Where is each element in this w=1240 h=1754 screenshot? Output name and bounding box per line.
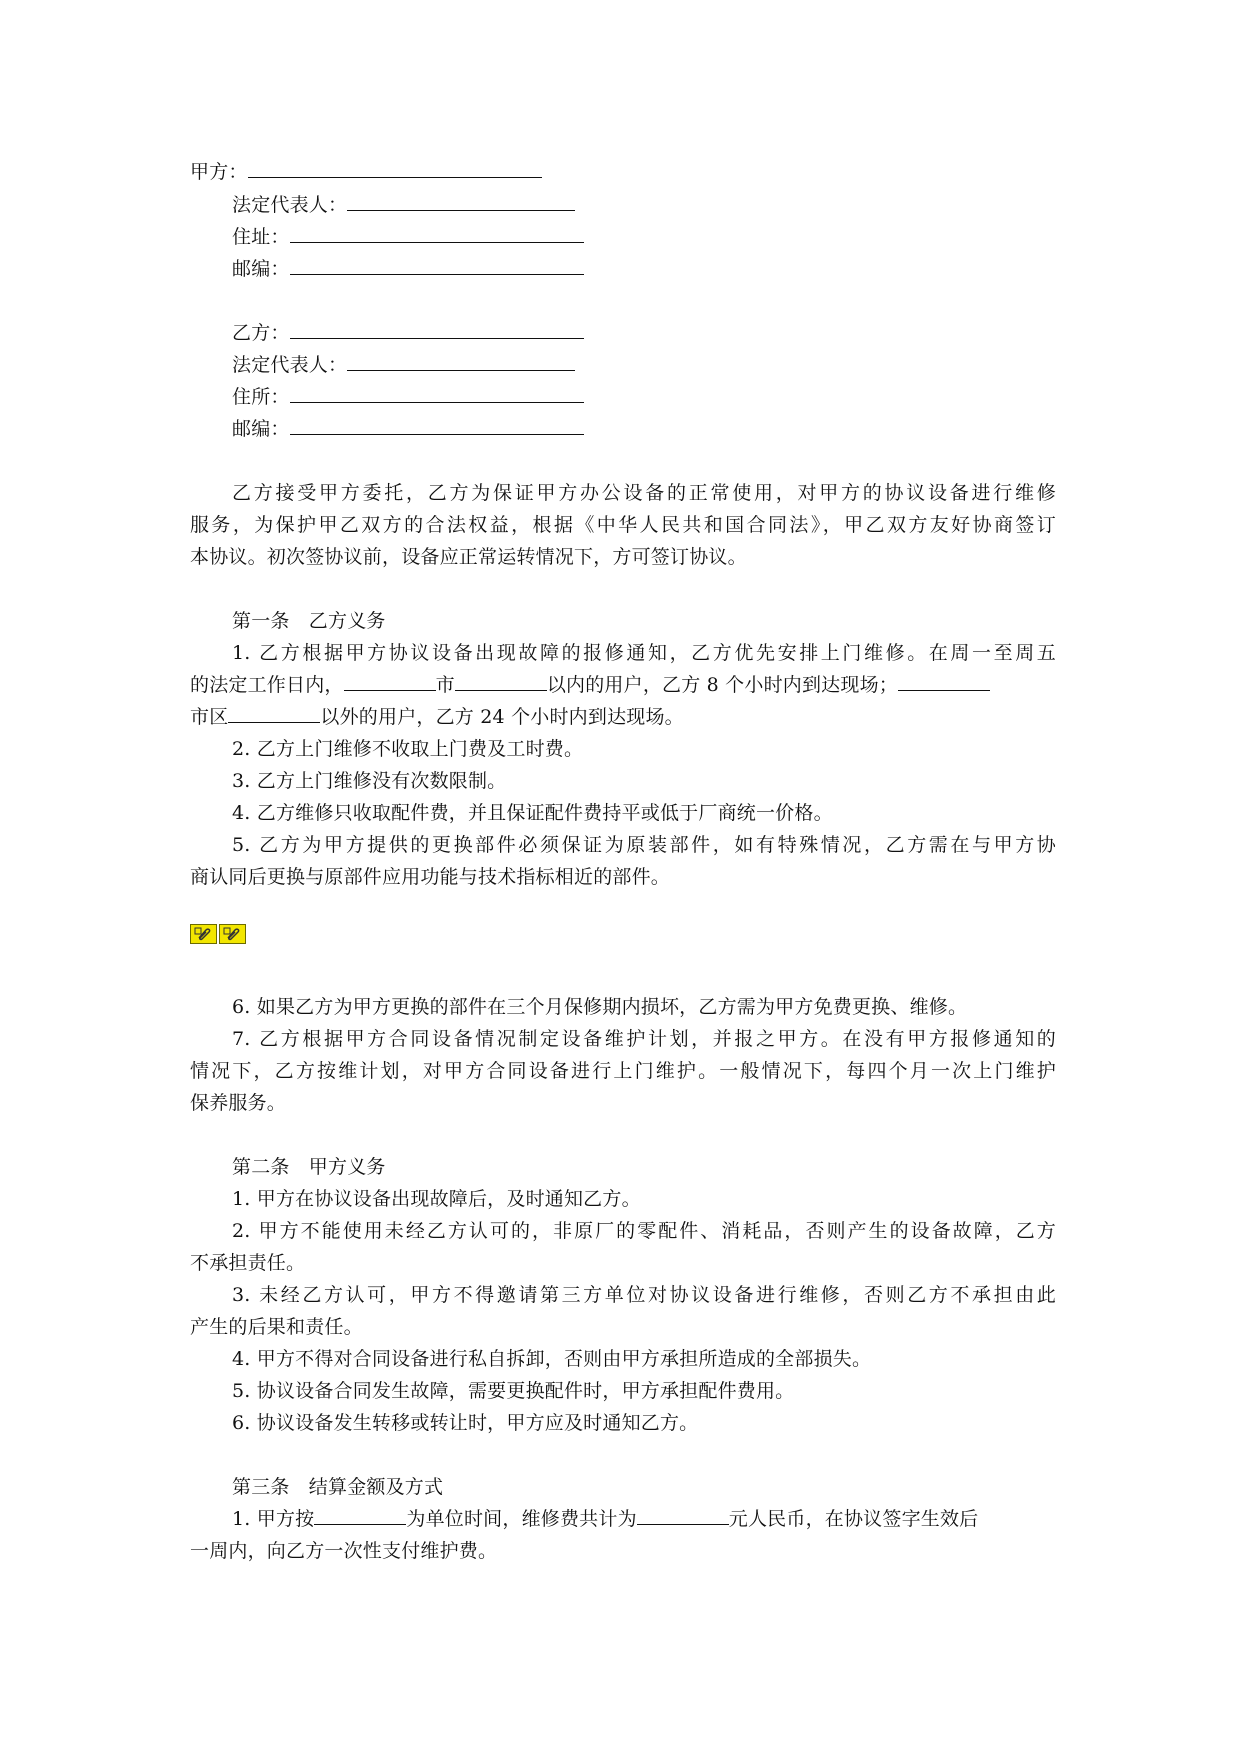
party-a-line — [190, 160, 542, 184]
party-b-line — [232, 321, 584, 345]
article3-item1-line1 — [232, 1507, 978, 1531]
article1-item1-line3 — [190, 705, 684, 729]
article2-item4: 4. 甲方不得对合同设备进行私自拆卸，否则由甲方承担所造成的全部损失。 — [232, 1348, 872, 1370]
party-a-blank[interactable] — [248, 161, 542, 178]
article1-item7-line3: 保养服务。 — [190, 1092, 287, 1114]
time-unit-blank[interactable] — [314, 1508, 406, 1525]
article1-item7-line2: 情况下，乙方按维计划，对甲方合同设备进行上门维护。一般情况下，每四个月一次上门维护 — [190, 1060, 1056, 1082]
party-a-address-blank[interactable] — [290, 226, 584, 243]
party-a-label: 甲方： — [190, 161, 248, 183]
article1-item1-line2 — [190, 673, 990, 697]
party-a-rep-line — [232, 193, 575, 217]
paperclip-icon[interactable] — [219, 924, 246, 944]
article2-item6: 6. 协议设备发生转移或转让时，甲方应及时通知乙方。 — [232, 1412, 699, 1434]
city-blank[interactable] — [344, 674, 436, 691]
party-b-address-blank[interactable] — [290, 386, 584, 403]
party-b-address-label: 住所： — [232, 386, 290, 408]
intro-line-1: 乙方接受甲方委托，乙方为保证甲方办公设备的正常使用，对甲方的协议设备进行维修 — [232, 482, 1056, 504]
amount-blank[interactable] — [637, 1508, 729, 1525]
article1-item1-text: 市 — [435, 674, 455, 696]
article3-heading: 第三条 结算金额及方式 — [232, 1476, 444, 1498]
party-a-postcode-line — [232, 257, 584, 281]
article3-item1-text: 1. 甲方按 — [232, 1508, 315, 1530]
article1-item4: 4. 乙方维修只收取配件费，并且保证配件费持平或低于厂商统一价格。 — [232, 802, 833, 824]
article1-item7-line1: 7. 乙方根据甲方合同设备情况制定设备维护计划，并报之甲方。在没有甲方报修通知的 — [232, 1028, 1056, 1050]
article2-item3-line1: 3. 未经乙方认可，甲方不得邀请第三方单位对协议设备进行维修，否则乙方不承担由此 — [232, 1284, 1056, 1306]
party-a-address-label: 住址： — [232, 226, 290, 248]
party-a-address-line — [232, 225, 584, 249]
embedded-object-icons — [190, 924, 250, 944]
article3-item1-text: 元人民币，在协议签字生效后 — [728, 1508, 979, 1530]
party-a-rep-blank[interactable] — [347, 194, 575, 211]
article1-item5-line2: 商认同后更换与原部件应用功能与技术指标相近的部件。 — [190, 866, 671, 888]
article1-item2: 2. 乙方上门维修不收取上门费及工时费。 — [232, 738, 584, 760]
intro-line-2: 服务，为保护甲乙双方的合法权益，根据《中华人民共和国合同法》，甲乙双方友好协商签订 — [190, 514, 1056, 536]
party-b-rep-blank[interactable] — [347, 354, 575, 371]
party-b-postcode-label: 邮编： — [232, 418, 290, 440]
article1-item1-text: 以内的用户，乙方 8 个小时内到达现场； — [546, 674, 898, 696]
article1-item1-line1: 1. 乙方根据甲方协议设备出现故障的报修通知，乙方优先安排上门维修。在周一至周五 — [232, 642, 1056, 664]
article2-item2-line1: 2. 甲方不能使用未经乙方认可的，非原厂的零配件、消耗品，否则产生的设备故障，乙方 — [232, 1220, 1056, 1242]
party-b-label: 乙方： — [232, 322, 290, 344]
article3-item1-line2: 一周内，向乙方一次性支付维护费。 — [190, 1540, 498, 1562]
article1-item1-text: 的法定工作日内， — [190, 674, 344, 696]
article2-item5: 5. 协议设备合同发生故障，需要更换配件时，甲方承担配件费用。 — [232, 1380, 795, 1402]
party-b-rep-label: 法定代表人： — [232, 354, 348, 376]
party-b-blank[interactable] — [290, 322, 584, 339]
article1-item6: 6. 如果乙方为甲方更换的部件在三个月保修期内损坏，乙方需为甲方免费更换、维修。 — [232, 996, 968, 1018]
party-a-postcode-label: 邮编： — [232, 258, 290, 280]
district-blank[interactable] — [228, 706, 320, 723]
party-b-postcode-line — [232, 417, 584, 441]
city-area-blank[interactable] — [455, 674, 547, 691]
article3-item1-text: 为单位时间，维修费共计为 — [406, 1508, 637, 1530]
city-blank-2[interactable] — [898, 674, 990, 691]
intro-line-3: 本协议。初次签协议前，设备应正常运转情况下，方可签订协议。 — [190, 546, 747, 568]
party-a-rep-label: 法定代表人： — [232, 194, 348, 216]
article1-heading: 第一条 乙方义务 — [232, 610, 386, 632]
article2-item3-line2: 产生的后果和责任。 — [190, 1316, 363, 1338]
paperclip-icon[interactable] — [190, 924, 217, 944]
party-b-postcode-blank[interactable] — [290, 418, 584, 435]
article1-item3: 3. 乙方上门维修没有次数限制。 — [232, 770, 507, 792]
article2-heading: 第二条 甲方义务 — [232, 1156, 386, 1178]
party-b-address-line — [232, 385, 584, 409]
article2-item2-line2: 不承担责任。 — [190, 1252, 306, 1274]
article2-item1: 1. 甲方在协议设备出现故障后，及时通知乙方。 — [232, 1188, 641, 1210]
article1-item1-text: 以外的用户，乙方 24 个小时内到达现场。 — [320, 706, 684, 728]
article1-item5-line1: 5. 乙方为甲方提供的更换部件必须保证为原装部件，如有特殊情况，乙方需在与甲方协 — [232, 834, 1056, 856]
article1-item1-text: 市区 — [190, 706, 229, 728]
party-b-rep-line — [232, 353, 575, 377]
party-a-postcode-blank[interactable] — [290, 258, 584, 275]
